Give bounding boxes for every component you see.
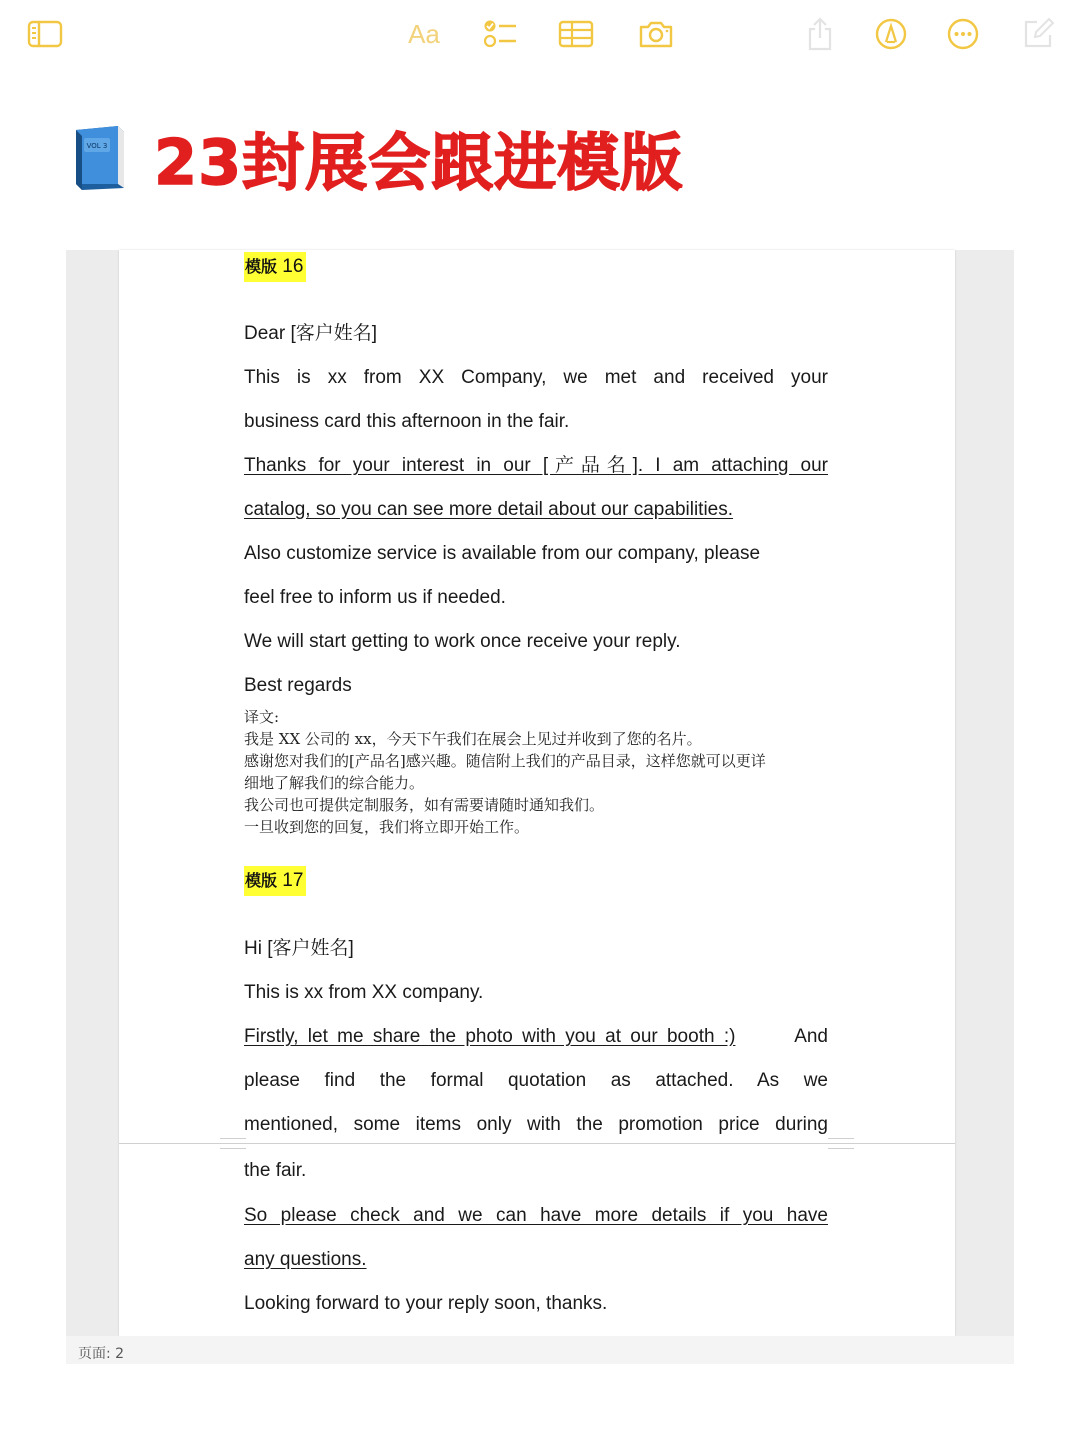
page-title (70, 112, 683, 202)
template-tag-cn: 模版 (245, 257, 278, 276)
translation-line: 一旦收到您的回复，我们将立即开始工作。 (244, 818, 530, 836)
translation-line: 我公司也可提供定制服务，如有需要请随时通知我们。 (244, 796, 605, 814)
compose-icon[interactable] (1018, 14, 1058, 54)
template-tag-cn: 模版 (245, 871, 278, 890)
body-line: the fair. (244, 1160, 307, 1181)
body-line: Thanks for your interest in our [产品名]. I am attaching our (244, 455, 828, 476)
share-icon[interactable] (800, 14, 840, 54)
body-line: mentioned, some items only with the promotion price during (244, 1114, 828, 1135)
body-line: please find the formal quotation as attached. As we (244, 1070, 828, 1091)
document-viewer[interactable] (66, 250, 1014, 1364)
body-line-tail: And (794, 1026, 828, 1047)
body-line: feel free to inform us if needed. (244, 587, 506, 608)
greeting-line: Dear [客户姓名] (244, 323, 378, 344)
format-label: Aa (408, 18, 440, 49)
document-page (119, 250, 955, 1336)
page-break-marker (828, 1138, 854, 1149)
body-line: We will start getting to work once receive your reply. (244, 631, 681, 652)
page-number-label: 页面: 2 (78, 1346, 125, 1362)
translation-line: 细地了解我们的综合能力。 (244, 774, 425, 792)
page-footer (66, 1336, 1014, 1364)
body-line: Looking forward to your reply soon, thanks. (244, 1293, 608, 1314)
camera-icon[interactable] (636, 14, 676, 54)
body-line: catalog, so you can see more detail about our capabilities. (244, 499, 734, 520)
checklist-icon[interactable] (480, 14, 520, 54)
format-button[interactable] (402, 14, 446, 54)
table-icon[interactable] (556, 14, 596, 54)
template-tag-num: 16 (282, 256, 304, 277)
translation-line: 译文: (244, 708, 280, 726)
body-line: any questions. (244, 1249, 367, 1270)
body-line-split (244, 1025, 828, 1049)
more-icon[interactable] (943, 14, 983, 54)
headline-text: 23封展会跟进模版 (154, 125, 684, 199)
sidebar-icon[interactable] (25, 14, 65, 54)
body-line-underlined: Firstly, let me share the photo with you at our booth :) (244, 1026, 736, 1047)
sign-off: Best regards (244, 675, 352, 696)
svg-text:VOL 3: VOL 3 (86, 142, 108, 150)
template-tag-num: 17 (282, 870, 304, 891)
template-17-tag (244, 866, 306, 896)
body-line: business card this afternoon in the fair. (244, 411, 570, 432)
markup-pen-icon[interactable] (871, 14, 911, 54)
template-16-tag (244, 252, 306, 282)
greeting-line: Hi [客户姓名] (244, 938, 354, 959)
notes-toolbar (0, 0, 1080, 70)
body-line: Also customize service is available from our company, please (244, 543, 761, 564)
translation-line: 感谢您对我们的[产品名]感兴趣。随信附上我们的产品目录，这样您就可以更详 (244, 752, 766, 770)
body-line: So please check and we can have more details if you have (244, 1205, 828, 1226)
blue-book-icon (70, 122, 128, 192)
translation-line: 我是 XX 公司的 xx，今天下午我们在展会上见过并收到了您的名片。 (244, 730, 702, 748)
body-line: This is xx from XX Company, we met and received your (244, 367, 828, 388)
body-line: This is xx from XX company. (244, 982, 484, 1003)
page-break-marker (220, 1138, 246, 1149)
